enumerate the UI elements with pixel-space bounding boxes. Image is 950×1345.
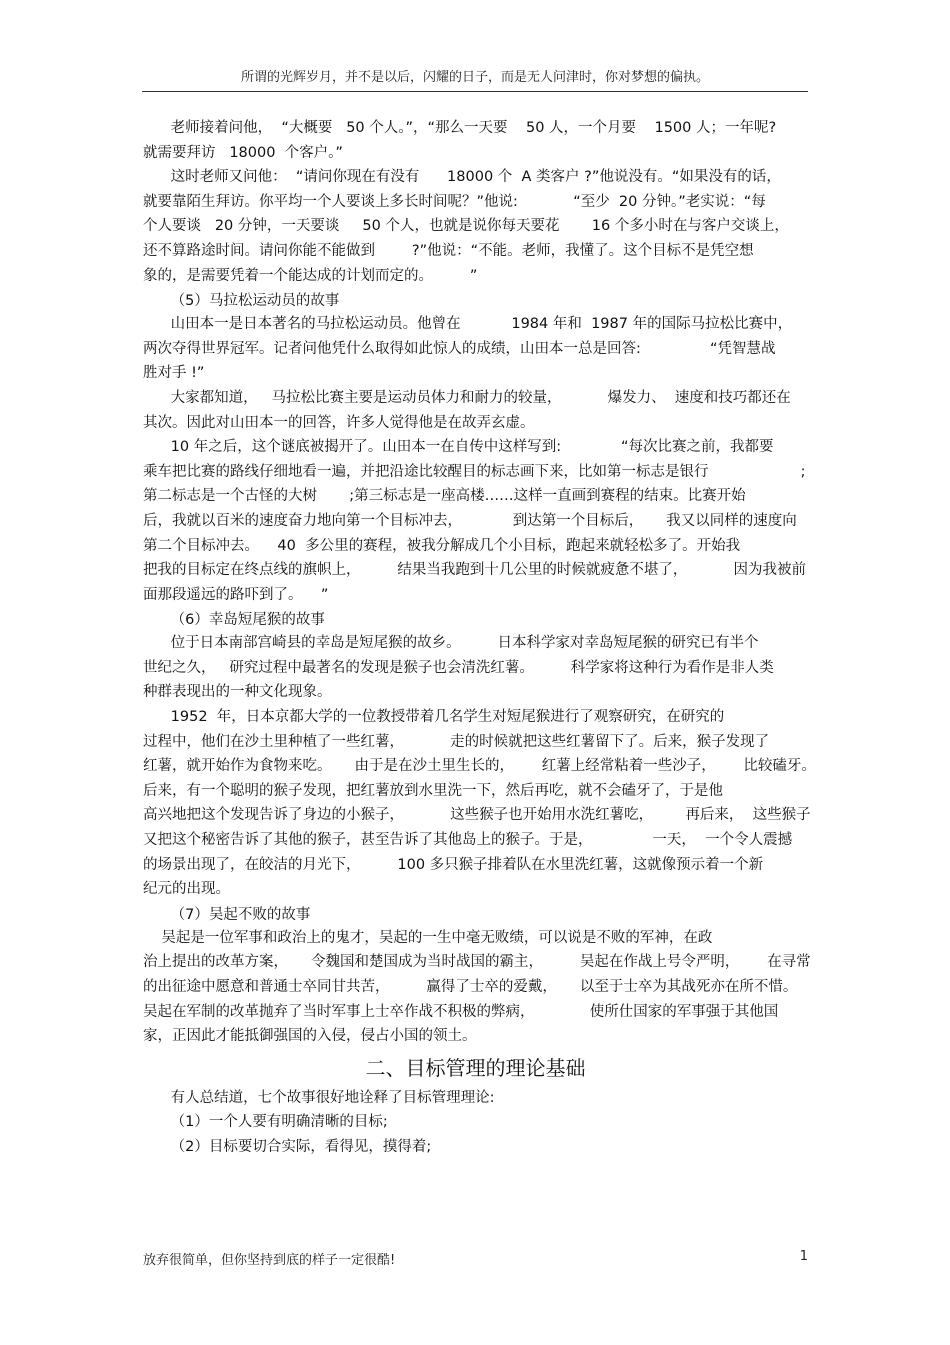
body-line: 治上提出的改革方案， 令魏国和楚国成为当时战国的霸主， 吴起在作战上号令严明， 在寻常 — [143, 954, 811, 971]
body-line: 第二标志是一个古怪的大树 ;第三标志是一座高楼……这样一直画到赛程的结束。比赛开始 — [143, 488, 746, 505]
section-title: 二、目标管理的理论基础 — [365, 1055, 586, 1080]
header-divider — [142, 91, 808, 92]
body-line: 种群表现出的一种文化现象。 — [143, 684, 332, 701]
body-line: 的出征途中愿意和普通士卒同甘共苦， 赢得了士卒的爱戴， 以至于士卒为其战死亦在所不惜。 — [143, 979, 798, 995]
body-line: 其次。因此对山田本一的回答，许多人觉得他是在故弄玄虚。 — [143, 414, 535, 431]
body-line: 后，我就以百米的速度奋力地向第一个目标冲去， 到达第一个目标后， 我又以同样的速度向 — [143, 512, 797, 529]
story-heading-7: （7）吴起不败的故事 — [143, 906, 311, 923]
body-line: 乘车把比赛的路线仔细地看一遍，并把沿途比较醒目的标志画下来，比如第一标志是银行 ; — [143, 463, 806, 480]
body-line: 的场景出现了，在皎洁的月光下， 100 多只猴子排着队在水里洗红薯，这就像预示着一个新 — [143, 856, 764, 873]
body-line: 高兴地把这个发现告诉了身边的小猴子， 这些猴子也开始用水洗红薯吃， 再后来， 这些猴子 — [143, 807, 811, 824]
body-line: 就要靠陌生拜访。你平均一个人要谈上多长时间呢？”他说: “至少 20 分钟。”老实说：“每 — [143, 193, 766, 210]
body-line: 个人要谈 20 分钟，一天要谈 50 个人，也就是说你每天要花 16 个多小时在与客户交谈上， — [143, 218, 789, 235]
body-line: 位于日本南部宫崎县的幸岛是短尾猴的故乡。 日本科学家对幸岛短尾猴的研究已有半个 — [143, 635, 759, 652]
body-line: 老师接着问他， “大概要 50 个人。”，“那么一天要 50 人，一个月要 1500 人；一年呢? — [143, 120, 777, 136]
page-header-quote: 所谓的光辉岁月，并不是以后，闪耀的日子，而是无人问津时，你对梦想的偏执。 — [240, 70, 709, 85]
body-line: 就需要拜访 18000 个客户。” — [143, 144, 343, 161]
body-line: 还不算路途时间。请问你能不能做到 ?”他说：“不能。老师，我懂了。这个目标不是凭空想 — [143, 242, 754, 259]
list-item: （2）目标要切合实际，看得见，摸得着; — [143, 1138, 432, 1155]
body-line: 第二个目标冲去。 40 多公里的赛程，被我分解成几个小目标，跑起来就轻松多了。开始我 — [143, 537, 741, 554]
body-line: 红薯，就开始作为食物来吃。 由于是在沙土里生长的， 红薯上经常粘着一些沙子， 比较磕牙。 — [143, 758, 816, 775]
body-line: 大家都知道， 马拉松比赛主要是运动员体力和耐力的较量， 爆发力、 速度和技巧都还在 — [143, 389, 791, 406]
document-body — [143, 116, 816, 1160]
body-line: 1952 年，日本京都大学的一位教授带着几名学生对短尾猴进行了观察研究，在研究的 — [143, 709, 725, 726]
body-line: 两次夺得世界冠军。记者问他凭什么取得如此惊人的成绩，山田本一总是回答: “凭智慧战 — [143, 340, 776, 357]
body-line: 象的，是需要凭着一个能达成的计划而定的。 ” — [143, 267, 478, 284]
body-line: 世纪之久， 研究过程中最著名的发现是猴子也会清洗红薯。 科学家将这种行为看作是非人类 — [143, 659, 774, 676]
page-number: 1 — [799, 1249, 808, 1264]
body-line: 胜对手 !” — [143, 365, 205, 382]
body-line: 面那段遥远的路吓到了。 ” — [143, 586, 329, 603]
body-line: 有人总结道，七个故事很好地诠释了目标管理理论: — [143, 1089, 495, 1106]
story-heading-6: （6）幸岛短尾猴的故事 — [143, 612, 325, 629]
body-line: 10 年之后，这个谜底被揭开了。山田本一在自传中这样写到: “每次比赛之前，我都要 — [143, 439, 774, 456]
list-item: （1）一个人要有明确清晰的目标; — [143, 1114, 388, 1131]
body-line: 山田本一是日本著名的马拉松运动员。他曾在 1984 年和 1987 年的国际马拉松比赛中， — [143, 316, 793, 333]
body-line: 这时老师又问他： “请问你现在有没有 18000 个 A 类客户 ?”他说没有。“如果没有的话， — [143, 169, 781, 186]
story-heading-5: （5）马拉松运动员的故事 — [143, 293, 340, 310]
body-line: 过程中，他们在沙土里种植了一些红薯， 走的时候就把这些红薯留下了。后来，猴子发现了 — [143, 733, 770, 750]
body-line: 后来，有一个聪明的猴子发现，把红薯放到水里洗一下，然后再吃，就不会磕牙了，于是他 — [143, 782, 723, 799]
body-line: 吴起在军制的改革抛弃了当时军事上士卒作战不积极的弊病， 使所仕国家的军事强于其他国 — [143, 1003, 779, 1020]
body-line: 吴起是一位军事和政治上的鬼才，吴起的一生中毫无败绩，可以说是不败的军神，在政 — [143, 929, 713, 946]
body-line: 家，正因此才能抵御强国的入侵，侵占小国的领土。 — [143, 1028, 477, 1045]
body-line: 又把这个秘密告诉了其他的猴子，甚至告诉了其他岛上的猴子。于是， 一天， 一个令人震撼 — [143, 832, 793, 849]
body-line: 纪元的出现。 — [143, 881, 230, 898]
body-line: 把我的目标定在终点线的旗帜上， 结果当我跑到十几公里的时候就疲惫不堪了， 因为我被前 — [143, 562, 806, 579]
footer-slogan: 放弃很简单，但你坚持到底的样子一定很酷! — [143, 1253, 396, 1268]
